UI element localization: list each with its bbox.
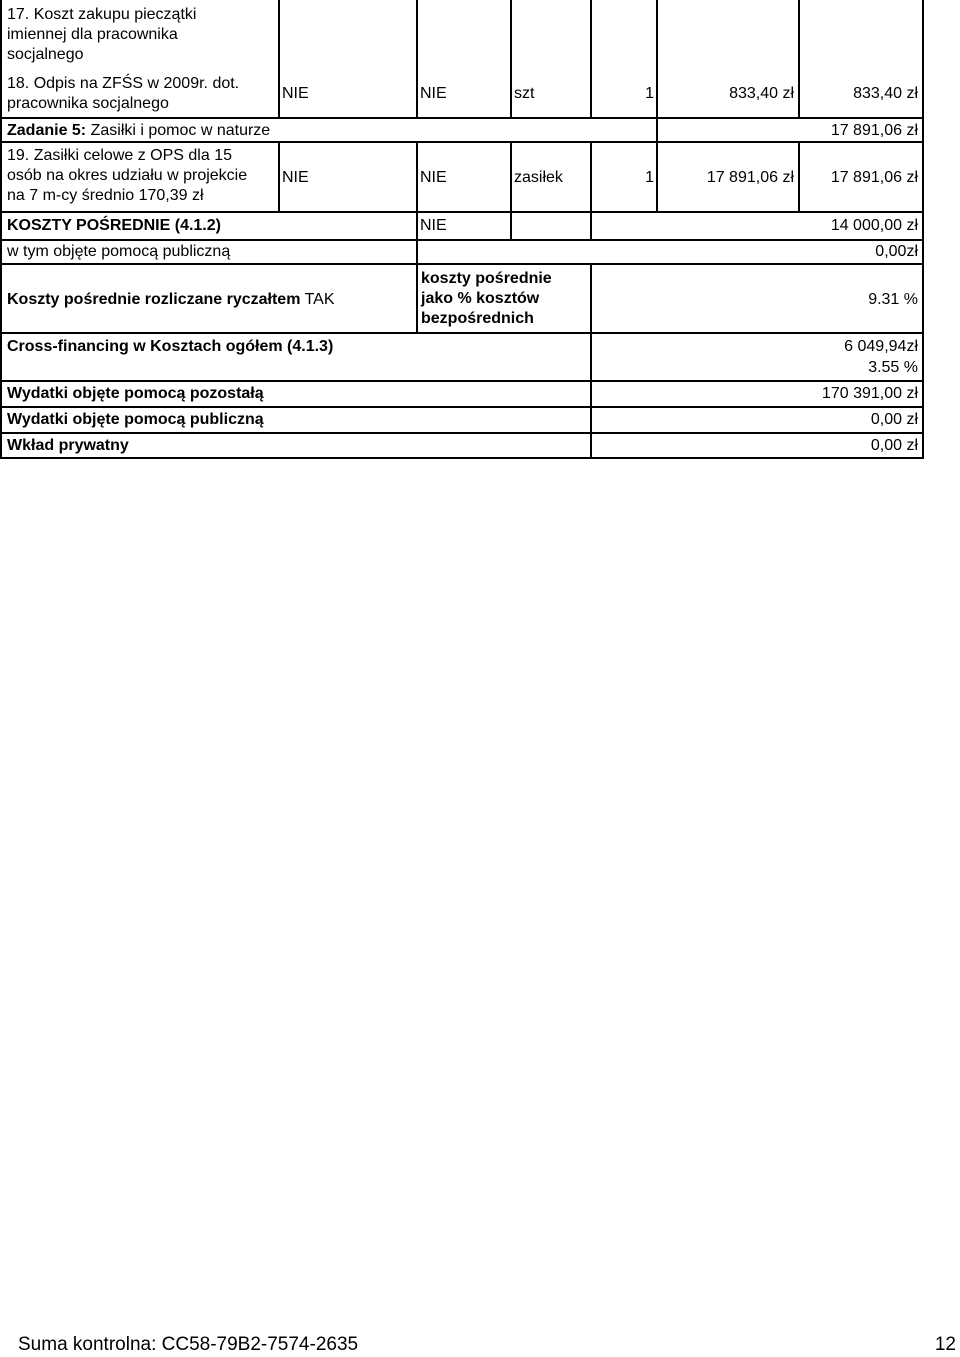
task-5-total: 17 891,06 zł — [830, 122, 918, 139]
flat-rate-label — [7, 290, 335, 310]
flat-rate-title: Koszty pośrednie rozliczane ryczałtem — [7, 291, 301, 308]
table-line — [0, 332, 924, 334]
private-contribution-label: Wkład prywatny — [7, 437, 129, 454]
item-18-col2: NIE — [420, 85, 447, 102]
flat-rate-value: TAK — [300, 291, 335, 308]
item-18-price: 833,40 zł — [729, 85, 794, 102]
public-aid-expenses-label: Wydatki objęte pomocą publiczną — [7, 411, 264, 428]
table-line — [510, 141, 512, 239]
table-line — [0, 432, 924, 434]
item-18-total: 833,40 zł — [853, 85, 918, 102]
table-line — [0, 406, 924, 408]
indirect-costs-col2: NIE — [420, 217, 447, 234]
table-line — [416, 141, 418, 263]
table-line — [922, 0, 924, 459]
table-line — [0, 380, 924, 382]
item-19-label: 19. Zasiłki celowe z OPS dla 15 osób na okres udziału w projekcie na 7 m-cy średnio 170,39 zł — [7, 147, 248, 204]
other-aid-total: 170 391,00 zł — [821, 385, 918, 402]
table-line — [0, 117, 924, 119]
table-line — [590, 0, 592, 117]
item-18-unit: szt — [514, 85, 535, 102]
table-line — [416, 0, 418, 117]
table-line — [656, 117, 658, 141]
table-line — [416, 263, 418, 332]
table-line — [656, 0, 658, 117]
item-19-total: 17 891,06 zł — [830, 169, 918, 186]
task-5-prefix: Zadanie 5: — [7, 122, 87, 139]
cross-financing-label: Cross-financing w Kosztach ogółem (4.1.3) — [7, 338, 334, 355]
table-line — [510, 0, 512, 117]
cross-financing-total: 6 049,94zł — [844, 338, 918, 355]
item-19-col2: NIE — [420, 169, 447, 186]
page-number: 12 — [934, 1334, 956, 1355]
table-line — [0, 457, 924, 459]
table-line — [0, 239, 924, 241]
table-line — [590, 141, 592, 239]
table-line — [278, 141, 280, 213]
task-5-label — [7, 121, 270, 141]
table-line — [0, 0, 2, 459]
task-5-title: Zasiłki i pomoc w naturze — [86, 122, 271, 139]
item-19-unit: zasiłek — [514, 169, 563, 186]
table-line — [656, 141, 658, 211]
table-line — [0, 141, 924, 143]
other-aid-label: Wydatki objęte pomocą pozostałą — [7, 385, 264, 402]
public-aid-expenses-total: 0,00 zł — [870, 411, 918, 428]
table-line — [278, 0, 280, 117]
public-aid-label: w tym objęte pomocą publiczną — [7, 243, 231, 260]
table-line — [798, 141, 800, 211]
item-17-label: 17. Koszt zakupu pieczątki imiennej dla pracownika socjalnego — [7, 6, 197, 63]
indirect-costs-label: KOSZTY POŚREDNIE (4.1.2) — [7, 217, 221, 234]
indirect-costs-total: 14 000,00 zł — [830, 217, 918, 234]
item-19-price: 17 891,06 zł — [706, 169, 794, 186]
cross-financing-percent: 3.55 % — [868, 359, 918, 376]
table-line — [798, 0, 800, 117]
item-18-col1: NIE — [282, 85, 309, 102]
table-line — [590, 263, 592, 459]
item-18-qty: 1 — [645, 85, 654, 102]
flat-rate-percent: 9.31 % — [868, 291, 918, 308]
item-19-col1: NIE — [282, 169, 309, 186]
private-contribution-total: 0,00 zł — [870, 437, 918, 454]
table-line — [0, 263, 924, 265]
checksum-footer: Suma kontrolna: CC58-79B2-7574-2635 — [18, 1334, 359, 1355]
flat-rate-note: koszty pośrednie jako % kosztów bezpośrednich — [421, 270, 552, 327]
table-line — [0, 211, 924, 213]
item-19-qty: 1 — [645, 169, 654, 186]
public-aid-total: 0,00zł — [875, 243, 918, 260]
item-18-label: 18. Odpis na ZFŚS w 2009r. dot. pracownika socjalnego — [7, 75, 240, 112]
